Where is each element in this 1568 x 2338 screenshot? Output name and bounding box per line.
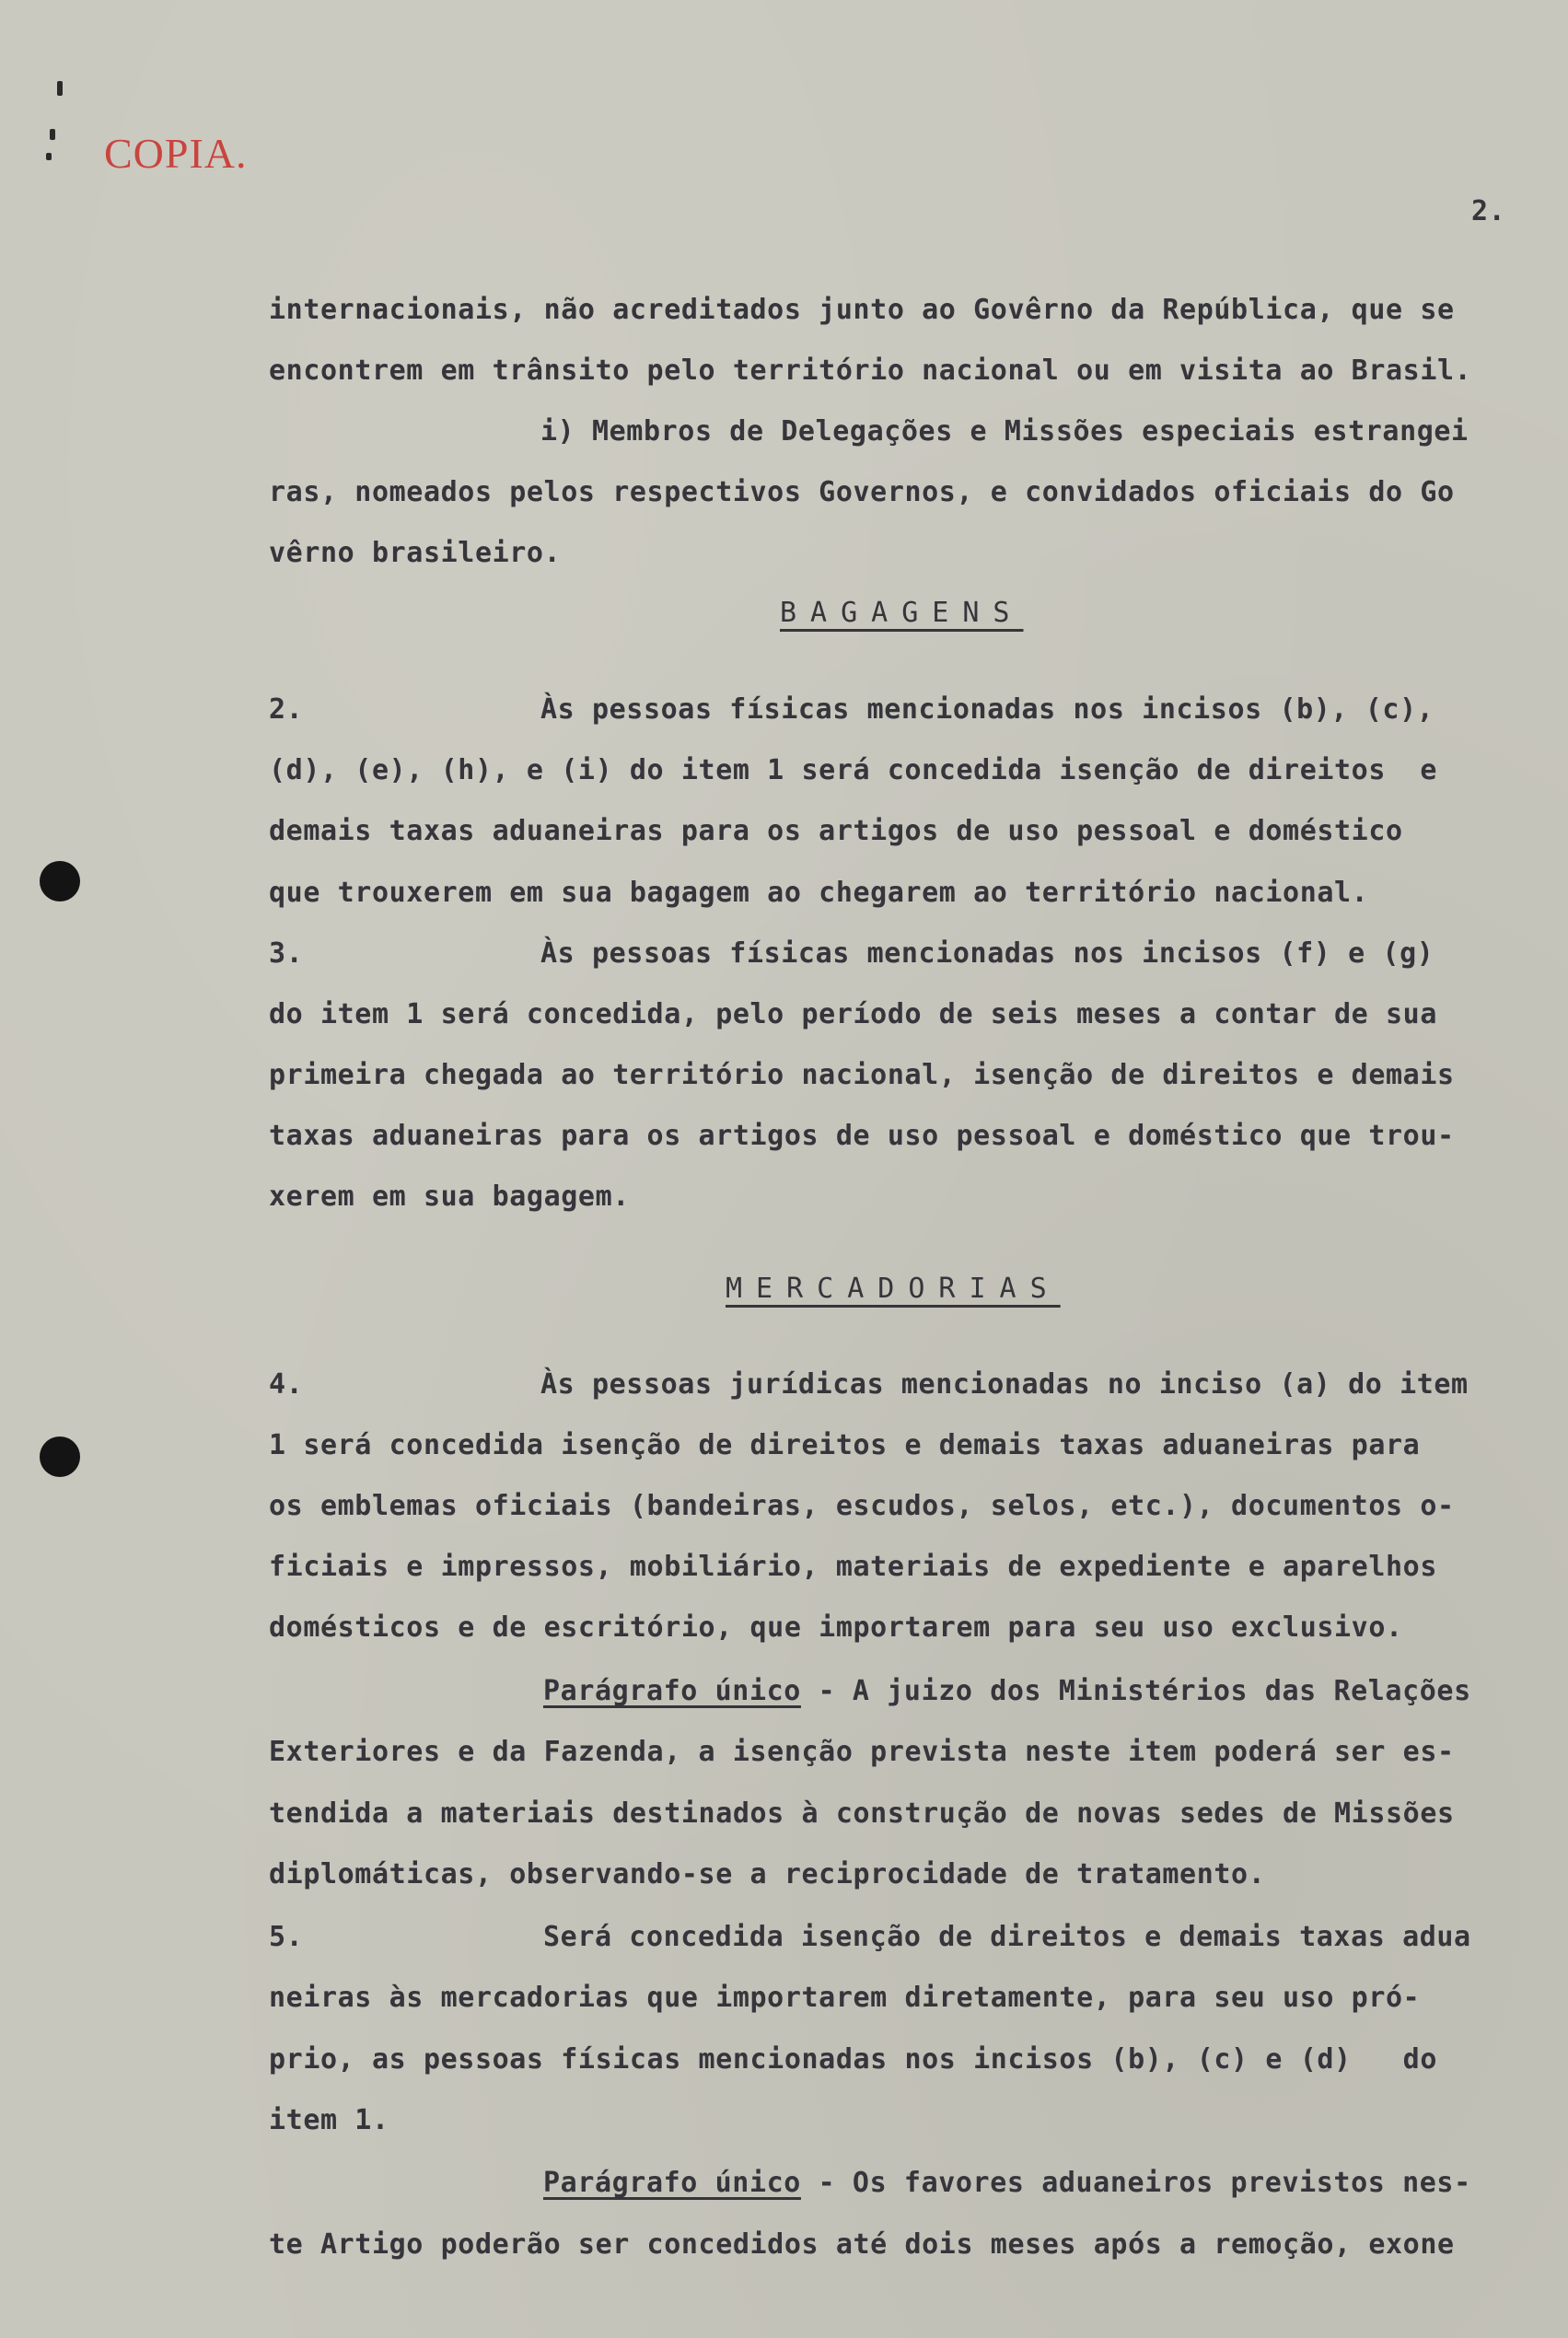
copia-stamp: COPIA.: [104, 130, 248, 177]
text-line: encontrem em trânsito pelo território nacional ou em visita ao Brasil.: [269, 355, 1472, 387]
item-number: 2.: [269, 693, 304, 726]
text-line: prio, as pessoas físicas mencionadas nos incisos (b), (c) e (d) do: [269, 2043, 1437, 2076]
paragraph-unico: [543, 1673, 1471, 1710]
text-line: Exteriores e da Fazenda, a isenção prevista neste item poderá ser es-: [269, 1736, 1455, 1768]
text-line: os emblemas oficiais (bandeiras, escudos, selos, etc.), documentos o-: [269, 1490, 1455, 1522]
text-line: diplomáticas, observando-se a reciprocidade de tratamento.: [269, 1858, 1266, 1890]
text-line: do item 1 será concedida, pelo período de seis meses a contar de sua: [269, 998, 1437, 1030]
item-number: 5.: [269, 1921, 304, 1953]
item-number: 3.: [269, 937, 304, 970]
item-number: 4.: [269, 1368, 304, 1401]
paragraph-label: Parágrafo único: [543, 2167, 801, 2199]
punch-hole: [40, 861, 80, 901]
paragraph-unico: [543, 2165, 1471, 2202]
text-line: (d), (e), (h), e (i) do item 1 será concedida isenção de direitos e: [269, 754, 1437, 786]
text-line: i) Membros de Delegações e Missões especiais estrangei: [540, 415, 1469, 448]
binding-mark: [50, 129, 55, 140]
text-line: xerem em sua bagagem.: [269, 1181, 630, 1213]
text-line: demais taxas aduaneiras para os artigos de uso pessoal e doméstico: [269, 815, 1403, 847]
punch-hole: [40, 1437, 80, 1477]
paragraph-text: - A juizo dos Ministérios das Relações: [800, 1675, 1471, 1707]
text-line: Às pessoas jurídicas mencionadas no inciso (a) do item: [540, 1368, 1469, 1401]
text-line: domésticos e de escritório, que importarem para seu uso exclusivo.: [269, 1611, 1403, 1644]
text-line: item 1.: [269, 2104, 389, 2136]
text-line: Às pessoas físicas mencionadas nos incisos (f) e (g): [540, 937, 1434, 970]
text-line: Às pessoas físicas mencionadas nos incisos (b), (c),: [540, 693, 1434, 726]
text-line: que trouxerem em sua bagagem ao chegarem ao território nacional.: [269, 877, 1369, 909]
paragraph-text: - Os favores aduaneiros previstos nes-: [800, 2167, 1471, 2199]
text-line: vêrno brasileiro.: [269, 537, 562, 569]
text-line: taxas aduaneiras para os artigos de uso pessoal e doméstico que trou-: [269, 1120, 1455, 1152]
text-line: 1 será concedida isenção de direitos e demais taxas aduaneiras para: [269, 1429, 1421, 1461]
text-line: neiras às mercadorias que importarem diretamente, para seu uso pró-: [269, 1982, 1421, 2014]
page-number: 2.: [1471, 195, 1506, 227]
text-line: primeira chegada ao território nacional, isenção de direitos e demais: [269, 1059, 1455, 1091]
text-line: tendida a materiais destinados à construção de novas sedes de Missões: [269, 1797, 1455, 1830]
section-heading-mercadorias: MERCADORIAS: [726, 1273, 1061, 1305]
text-line: Será concedida isenção de direitos e demais taxas adua: [543, 1921, 1471, 1953]
binding-mark: [46, 153, 52, 160]
paragraph-label: Parágrafo único: [543, 1675, 801, 1707]
binding-mark: [57, 81, 63, 96]
text-line: internacionais, não acreditados junto ao Govêrno da República, que se: [269, 294, 1455, 326]
text-line: ficiais e impressos, mobiliário, materiais de expediente e aparelhos: [269, 1551, 1437, 1583]
section-heading-bagagens: BAGAGENS: [780, 597, 1024, 629]
text-line: te Artigo poderão ser concedidos até dois meses após a remoção, exone: [269, 2228, 1455, 2261]
text-line: ras, nomeados pelos respectivos Governos, e convidados oficiais do Go: [269, 476, 1455, 508]
